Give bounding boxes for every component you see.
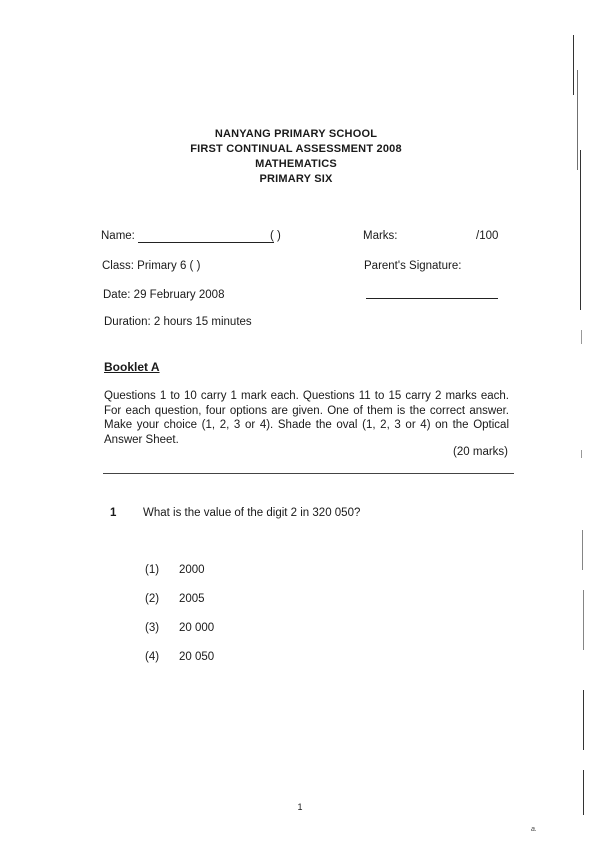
duration-label: Duration: 2 hours 15 minutes <box>104 316 252 328</box>
section-divider <box>103 473 514 474</box>
option-value: 20 000 <box>179 622 215 634</box>
option-number: (2) <box>145 593 160 605</box>
subject-title: MATHEMATICS <box>255 158 337 170</box>
corner-scan-mark: a. <box>531 826 537 833</box>
level-title: PRIMARY SIX <box>259 173 333 185</box>
option-4 <box>145 651 214 663</box>
question-text: What is the value of the digit 2 in 320 050? <box>143 507 361 519</box>
marks-total: /100 <box>476 230 499 242</box>
scan-edge-artifact <box>573 30 585 820</box>
section-marks: (20 marks) <box>453 446 508 458</box>
school-name: NANYANG PRIMARY SCHOOL <box>214 128 378 140</box>
marks-label: Marks: <box>363 230 398 242</box>
signature-label: Parent's Signature: <box>364 260 462 272</box>
booklet-instructions: Questions 1 to 10 carry 1 mark each. Questions 11 to 15 carry 2 marks each. For each question, four options are given. One of them is the correct answer. Make your choice (1, 2, 3 or 4). Shade the oval (1, 2, 3 or 4) on the Optical Answer Sheet. <box>104 390 509 446</box>
option-value: 20 050 <box>179 651 215 663</box>
name-line <box>138 242 274 243</box>
date-label: Date: 29 February 2008 <box>103 289 225 301</box>
option-number: (4) <box>145 651 160 663</box>
index-bracket: ( ) <box>270 230 281 242</box>
option-3 <box>145 622 214 634</box>
option-value: 2005 <box>179 593 205 605</box>
option-number: (3) <box>145 622 160 634</box>
page-number: 1 <box>297 802 303 812</box>
option-1 <box>145 564 205 576</box>
class-label: Class: Primary 6 ( ) <box>102 260 201 272</box>
signature-line <box>366 298 498 299</box>
exam-header <box>0 127 600 187</box>
option-value: 2000 <box>179 564 205 576</box>
name-label: Name: <box>101 230 135 242</box>
booklet-title: Booklet A <box>104 360 160 374</box>
option-2 <box>145 593 205 605</box>
option-number: (1) <box>145 564 160 576</box>
assessment-title: FIRST CONTINUAL ASSESSMENT 2008 <box>190 143 402 155</box>
question-number: 1 <box>110 507 117 519</box>
